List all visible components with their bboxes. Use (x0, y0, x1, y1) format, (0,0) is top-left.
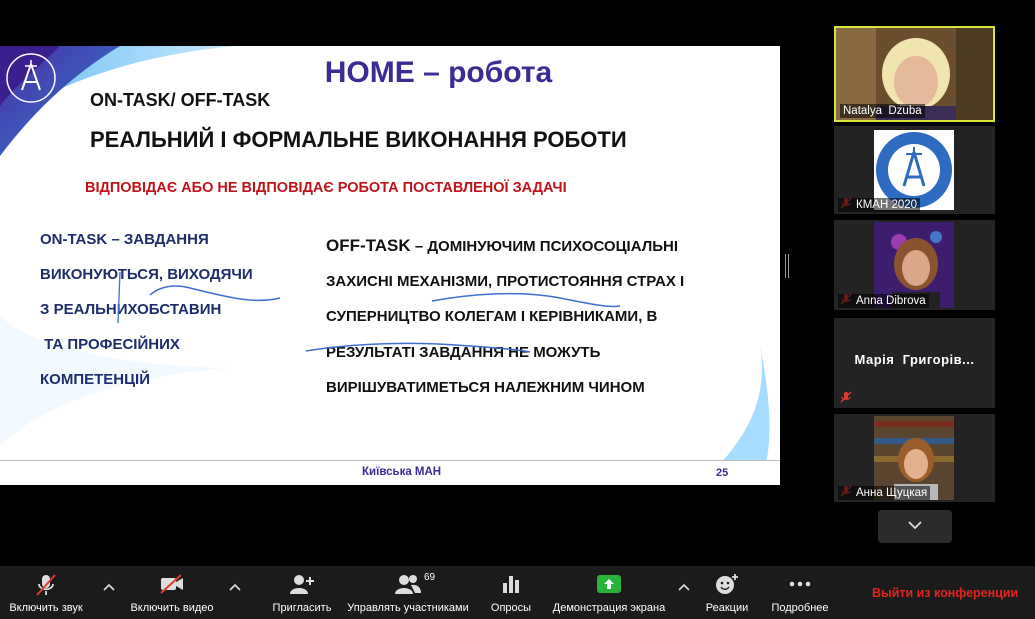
slide-subheading-red: ВІДПОВІДАЄ АБО НЕ ВІДПОВІДАЄ РОБОТА ПОСТАВЛЕНОЇ ЗАДАЧІ (85, 180, 567, 196)
slide-heading: РЕАЛЬНИЙ І ФОРМАЛЬНЕ ВИКОНАННЯ РОБОТИ (90, 127, 627, 152)
polls-icon (500, 573, 522, 595)
reactions-button[interactable] (698, 566, 756, 619)
participant-name: Марія Григорів... (854, 352, 975, 367)
mic-muted-icon (35, 573, 57, 597)
participants-icon (394, 573, 422, 595)
participant-name: Анна Щуцкая (838, 486, 930, 500)
participant-tile[interactable] (834, 26, 995, 122)
left-line: ТА ПРОФЕСІЙНИХ (40, 336, 180, 353)
scroll-down-button[interactable] (878, 510, 952, 543)
manage-participants-button[interactable] (340, 566, 476, 619)
participants-label: Управлять участниками (347, 602, 469, 614)
participant-tile[interactable] (834, 126, 995, 214)
reaction-icon (714, 573, 740, 595)
meeting-toolbar (0, 566, 1035, 619)
reactions-label: Реакции (705, 602, 749, 614)
slide-right-column (326, 228, 756, 406)
participant-name: Natalya Dzuba (840, 104, 925, 118)
slide-subtitle-task: ON-TASK/ OFF-TASK (90, 90, 271, 110)
shared-slide (0, 46, 780, 485)
chevron-down-icon (908, 521, 922, 530)
chevron-up-icon[interactable] (229, 582, 241, 592)
participant-tile[interactable] (834, 318, 995, 408)
polls-button[interactable] (482, 566, 540, 619)
slide-left-column (40, 222, 310, 397)
left-line: ON-TASK – ЗАВДАННЯ (40, 231, 209, 248)
right-line: ВИРІШУВАТИМЕТЬСЯ НАЛЕЖНИМ ЧИНОМ (326, 379, 645, 396)
slide-page-number: 25 (716, 467, 729, 479)
more-label: Подробнее (771, 602, 829, 614)
split-view-handle[interactable] (785, 254, 789, 278)
add-user-icon (289, 573, 315, 595)
leave-meeting-button[interactable]: Выйти из конференции (872, 586, 1019, 600)
left-line: ВИКОНУЮТЬСЯ, ВИХОДЯЧИ (40, 266, 253, 283)
chevron-up-icon[interactable] (103, 582, 115, 592)
participants-count: 69 (424, 572, 436, 583)
more-button[interactable] (764, 566, 836, 619)
video-off-icon (159, 573, 185, 595)
participant-tile[interactable] (834, 220, 995, 310)
right-line: РЕЗУЛЬТАТІ ЗАВДАННЯ НЕ МОЖУТЬ (326, 343, 601, 361)
invite-label: Пригласить (272, 602, 332, 614)
left-line: З РЕАЛЬНИХОБСТАВИН (40, 301, 222, 318)
unmute-button[interactable] (0, 566, 92, 619)
share-screen-label: Демонстрация экрана (552, 602, 666, 614)
unmute-label: Включить звук (9, 602, 83, 614)
start-video-button[interactable] (122, 566, 222, 619)
slide-footer-name: Київська МАН (362, 466, 442, 478)
right-line: СУПЕРНИЦТВО КОЛЕГАМ І КЕРІВНИКАМИ, В (326, 308, 658, 325)
slide-title: HOME – робота (324, 56, 553, 89)
participant-tile[interactable] (834, 414, 995, 502)
off-task-keyword: OFF-TASK (326, 236, 411, 255)
polls-label: Опросы (490, 602, 532, 614)
participant-name: Anna Dibrova (838, 294, 929, 308)
share-screen-button[interactable] (544, 566, 674, 619)
right-line-first (326, 228, 756, 264)
more-icon (788, 573, 812, 595)
invite-button[interactable] (266, 566, 338, 619)
chevron-up-icon[interactable] (678, 582, 690, 592)
right-line: ЗАХИСНІ МЕХАНІЗМИ, ПРОТИСТОЯННЯ СТРАХ І (326, 272, 685, 290)
share-screen-icon (596, 573, 622, 595)
participant-name: КМАН 2020 (838, 198, 920, 212)
right-line-rest: – ДОМІНУЮЧИМ ПСИХОСОЦІАЛЬНІ (410, 238, 679, 255)
slide-footer (0, 460, 780, 485)
left-line: КОМПЕТЕНЦІЙ (40, 371, 151, 388)
video-label: Включить видео (130, 602, 214, 614)
mic-muted-icon (840, 391, 852, 403)
